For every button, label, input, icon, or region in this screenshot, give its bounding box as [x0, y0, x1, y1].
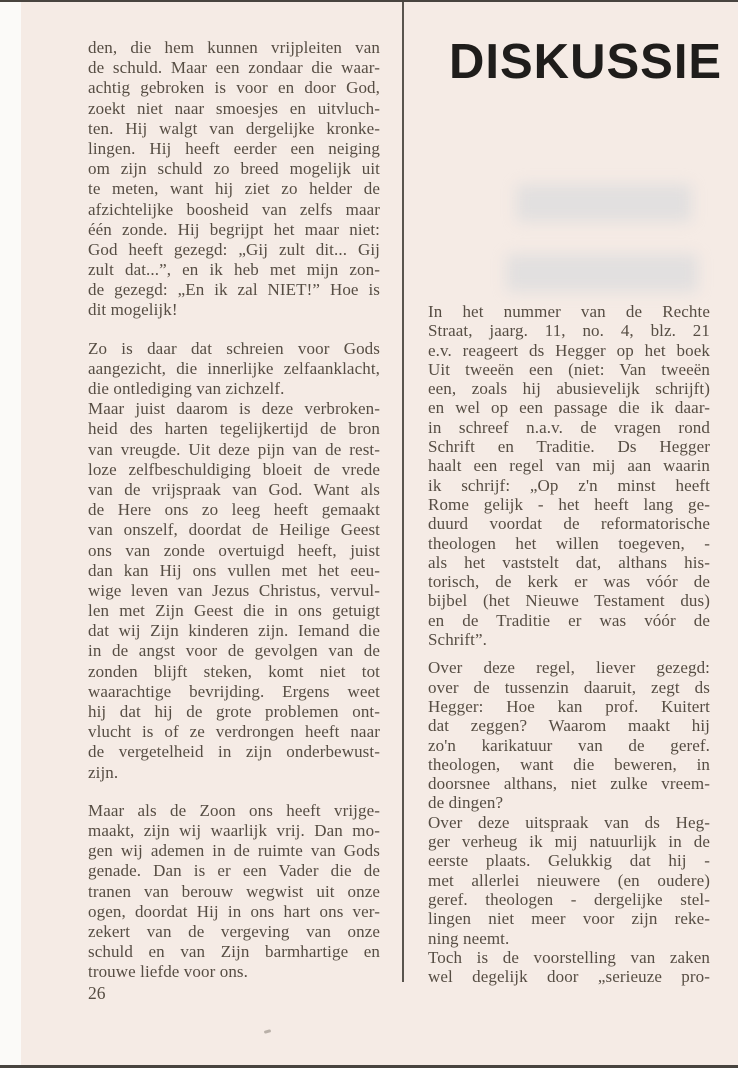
text-line: vlucht is of ze verdrongen heeft naar: [88, 722, 380, 742]
bleed-through-ghost: [516, 184, 692, 222]
scan-speck: [264, 1029, 272, 1034]
text-line: den, die hem kunnen vrijpleiten van: [88, 38, 380, 57]
text-line: om zijn schuld zo breed mogelijk uit: [88, 159, 380, 179]
text-line: te meten, want hij ziet zo helder de: [88, 179, 380, 199]
paragraph: [88, 38, 380, 321]
text-line: lingen niet meer voor zijn reke-: [428, 909, 710, 929]
text-line: dit mogelijk!: [88, 300, 178, 320]
text-line: Rome gelijk - het heeft lang ge-: [428, 494, 710, 514]
text-line: als het vaststelt dat, althans his-: [428, 552, 710, 572]
text-line: over de tussenzin daaruit, zegt ds: [428, 677, 710, 697]
text-line: ik schrijf: „Op z'n minst heeft: [428, 475, 710, 495]
text-line: één zonde. Hij begrijpt het maar niet:: [88, 219, 380, 239]
text-line: dat wij Zijn kinderen zijn. Iemand die: [88, 621, 380, 641]
scan-edge-top: [0, 0, 738, 2]
text-line: ons van zonde overtuigd heeft, juist: [88, 540, 380, 560]
text-line: theologen, want die beweren, in: [428, 754, 710, 774]
text-line: en de Traditie er was vóór de: [428, 610, 710, 630]
section-heading: DISKUSSIE: [449, 35, 723, 89]
text-line: Uit tweeën een (niet: Van tweeën: [428, 359, 710, 379]
text-line: waarachtige bevrijding. Ergens weet: [88, 681, 380, 701]
text-line: ger verheug ik mij natuurlijk in de: [428, 832, 710, 852]
text-line: van de vrijspraak van God. Want als: [88, 479, 380, 499]
text-line: In het nummer van de Rechte: [428, 302, 710, 321]
text-line: Maar als de Zoon ons heeft vrijge-: [88, 800, 380, 820]
text-line: achtig gebroken is voor en door God,: [88, 78, 380, 98]
text-line: heid des harten tegelijkertijd de bron: [88, 419, 380, 439]
text-line: bijbel (het Nieuwe Testament dus): [428, 591, 710, 611]
left-text-column: [88, 38, 380, 982]
text-line: haalt een regel van mij aan waarin: [428, 456, 710, 476]
text-line: in de angst voor de gevolgen van de: [88, 641, 380, 661]
text-line: wige leven van Jezus Christus, vervul-: [88, 580, 380, 600]
text-line: Maar juist daarom is deze verbroken-: [88, 399, 380, 419]
text-line: God heeft gezegd: „Gij zult dit... Gij: [88, 239, 380, 259]
column-divider-rule: [402, 2, 404, 982]
text-line: doorsnee althans, niet zulke vreem-: [428, 774, 710, 794]
text-line: ten. Hij walgt van dergelijke kronke-: [88, 118, 380, 138]
paragraph: [88, 801, 380, 983]
paragraph: [428, 658, 710, 812]
text-line: van vreugde. Uit deze pijn van de rest-: [88, 439, 380, 459]
text-line: theologen het willen toegeven, -: [428, 533, 710, 553]
text-line: dan kan Hij ons vullen met het eeu-: [88, 560, 380, 580]
paragraph: [428, 302, 710, 649]
text-line: de dingen?: [428, 793, 504, 813]
paragraph: [88, 399, 380, 783]
text-line: in schreef n.a.v. de vragen rond: [428, 417, 710, 437]
text-line: loze zelfbeschuldiging bloeit de vrede: [88, 459, 380, 479]
text-line: een, zoals hij abusievelijk schrijft): [428, 379, 710, 399]
text-line: lingen. Hij heeft eerder een neiging: [88, 138, 380, 158]
text-line: len met Zijn Geest die in ons getuigt: [88, 601, 380, 621]
text-line: met allerlei nieuwere (en oudere): [428, 870, 710, 890]
paragraph: [428, 813, 710, 948]
text-line: Hegger: Hoe kan prof. Kuitert: [428, 696, 710, 716]
text-line: duurd voordat de reformatorische: [428, 514, 710, 534]
text-line: trouwe liefde voor ons.: [88, 962, 248, 982]
text-line: dat zeggen? Waarom maakt hij: [428, 716, 710, 736]
text-line: ogen, doordat Hij in ons hart ons ver-: [88, 901, 380, 921]
page-number: 26: [88, 983, 106, 1003]
text-line: zoekt niet naar smoesjes en uitvluch-: [88, 98, 380, 118]
text-line: zult dat...”, en ik heb met mijn zon-: [88, 260, 380, 280]
text-line: Zo is daar dat schreien voor Gods: [88, 338, 380, 358]
text-line: Straat, jaarg. 11, no. 4, blz. 21: [428, 321, 710, 341]
paragraph: [428, 948, 710, 987]
text-line: en wel op een passage die ik daar-: [428, 398, 710, 418]
text-line: hij dat hij de grote problemen ont-: [88, 702, 380, 721]
text-line: ning neemt.: [428, 928, 510, 948]
text-line: e.v. reageert ds Hegger op het boek: [428, 340, 710, 360]
text-line: maakt, zijn wij waarlijk vrij. Dan mo-: [88, 820, 380, 840]
text-line: zijn.: [88, 762, 119, 782]
text-line: zekert van de vergeving van onze: [88, 921, 380, 941]
text-line: genade. Dan is er een Vader die de: [88, 861, 380, 881]
text-line: schuld en van Zijn barmhartige en: [88, 942, 380, 962]
bleed-through-ghost: [506, 254, 698, 292]
scan-paper-edge-left: [0, 2, 21, 1065]
text-line: Over deze regel, liever gezegd:: [428, 658, 710, 678]
text-line: wel degelijk door „serieuze pro-: [428, 967, 710, 987]
text-line: gen wij ademen in de ruimte van Gods: [88, 841, 380, 861]
text-line: van onszelf, doordat de Heilige Geest: [88, 520, 380, 540]
text-line: de Here ons zo leeg heeft gemaakt: [88, 500, 380, 520]
text-line: torisch, de kerk er was vóór de: [428, 572, 710, 592]
text-line: geref. theologen - dergelijke stel-: [428, 889, 710, 909]
text-line: zo'n karikatuur van de geref.: [428, 735, 710, 755]
text-line: Schrift en Traditie. Ds Hegger: [428, 437, 710, 457]
text-line: afzichtelijke boosheid van zelfs maar: [88, 199, 380, 219]
text-line: Toch is de voorstelling van zaken: [428, 947, 710, 967]
paragraph: [88, 339, 380, 400]
text-line: zonden blijft steken, komt niet tot: [88, 661, 380, 681]
right-text-column: [428, 302, 710, 986]
text-line: de schuld. Maar een zondaar die waar-: [88, 58, 380, 78]
text-line: de vergetelheid in zijn onderbewust-: [88, 742, 380, 762]
text-line: tranen van berouw wegwist uit onze: [88, 881, 380, 901]
text-line: Schrift”.: [428, 630, 487, 650]
text-line: eerste plaats. Gelukkig dat hij -: [428, 851, 710, 871]
text-line: Over deze uitspraak van ds Heg-: [428, 812, 710, 832]
text-line: de gezegd: „En ik zal NIET!” Hoe is: [88, 280, 380, 300]
text-line: aangezicht, die innerlijke zelfaanklacht,: [88, 358, 380, 378]
text-line: die ontlediging van zichzelf.: [88, 379, 285, 398]
